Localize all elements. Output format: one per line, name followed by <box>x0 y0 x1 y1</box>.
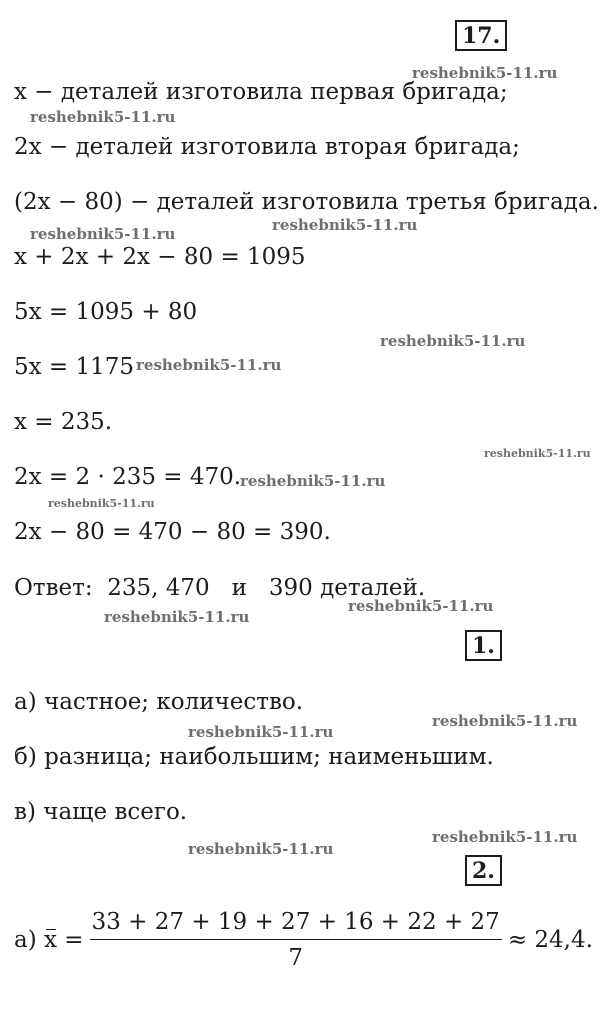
watermark: reshebnik5-11.ru <box>188 840 334 858</box>
watermark: reshebnik5-11.ru <box>432 828 578 846</box>
formula-result: ≈ 24,4. <box>507 927 593 953</box>
equation-line-4: x = 235. <box>14 409 113 435</box>
equation-line-2: 5x = 1095 + 80 <box>14 299 198 325</box>
fraction-numerator: 33 + 27 + 19 + 27 + 16 + 22 + 27 <box>91 909 500 935</box>
watermark: reshebnik5-11.ru <box>30 108 176 126</box>
answer-a: а) частное; количество. <box>14 689 304 715</box>
watermark: reshebnik5-11.ru <box>48 497 155 510</box>
equation-line-5: 2x = 2 · 235 = 470. <box>14 464 242 490</box>
watermark: reshebnik5-11.ru <box>240 472 386 490</box>
formula-prefix: а) <box>14 927 44 953</box>
formula-equals: = <box>56 927 84 953</box>
watermark: reshebnik5-11.ru <box>104 608 250 626</box>
watermark: reshebnik5-11.ru <box>484 447 591 460</box>
fraction-denominator: 7 <box>288 945 304 971</box>
x-bar-symbol: x <box>44 927 57 953</box>
watermark: reshebnik5-11.ru <box>30 225 176 243</box>
equation-line-3: 5x = 1175 <box>14 354 135 380</box>
solution-line-2: 2x − деталей изготовила вторая бригада; <box>14 134 520 160</box>
watermark: reshebnik5-11.ru <box>380 332 526 350</box>
task-number-2: 2. <box>465 855 502 886</box>
watermark: reshebnik5-11.ru <box>272 216 418 234</box>
task-number-17: 17. <box>455 20 507 51</box>
watermark: reshebnik5-11.ru <box>188 723 334 741</box>
watermark: reshebnik5-11.ru <box>136 356 282 374</box>
watermark: reshebnik5-11.ru <box>412 64 558 82</box>
watermark: reshebnik5-11.ru <box>348 597 494 615</box>
task-number-1: 1. <box>465 630 502 661</box>
solution-line-3: (2x − 80) − деталей изготовила третья бригада. <box>14 189 599 215</box>
answer-line: Ответ: 235, 470 и 390 деталей. <box>14 575 426 601</box>
fraction <box>90 908 502 972</box>
equation-line-1: x + 2x + 2x − 80 = 1095 <box>14 244 306 270</box>
answer-b: б) разница; наибольшим; наименьшим. <box>14 744 494 770</box>
mean-formula <box>14 900 593 980</box>
solution-line-1: x − деталей изготовила первая бригада; <box>14 79 508 105</box>
answer-c: в) чаще всего. <box>14 799 188 825</box>
watermark: reshebnik5-11.ru <box>432 712 578 730</box>
equation-line-6: 2x − 80 = 470 − 80 = 390. <box>14 519 331 545</box>
